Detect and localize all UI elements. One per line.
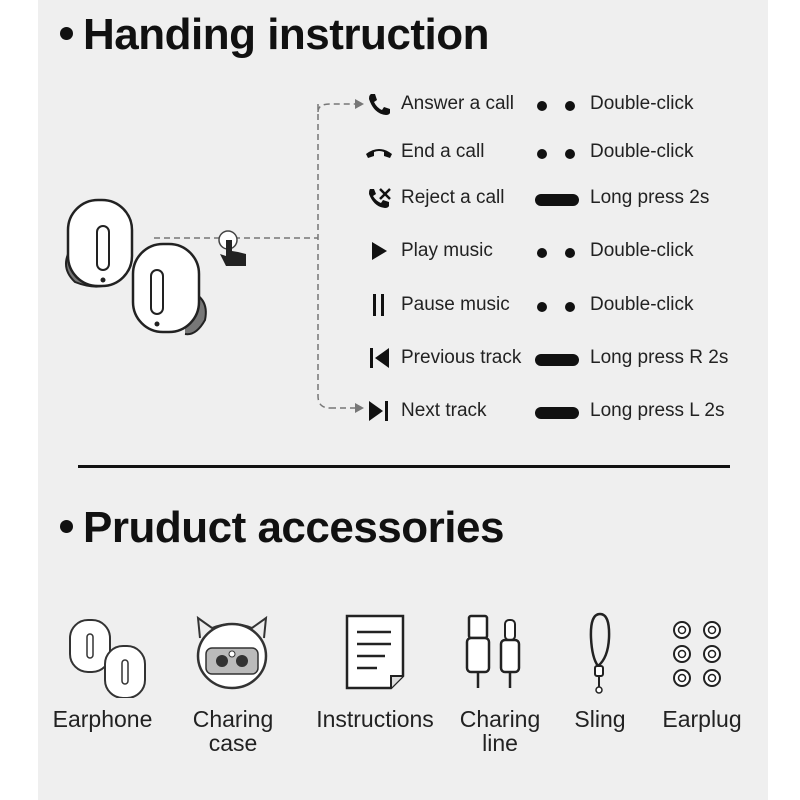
pause-icon (365, 293, 393, 317)
accessory-label: Sling (574, 706, 626, 732)
gesture-double-click (535, 149, 581, 159)
accessory-label: Instructions (316, 706, 434, 732)
control-row-pause: Pause music Double-click (365, 290, 745, 320)
phone-reject-icon (365, 186, 393, 210)
control-row-play: Play music Double-click (365, 236, 745, 266)
phone-end-icon (365, 140, 393, 164)
accessory-label: Charing line (459, 706, 541, 756)
gesture-double-click (535, 248, 581, 258)
charging-case-icon (192, 608, 272, 698)
accessory-charging-case (192, 608, 322, 698)
control-row-answer: Answer a call Double-click (365, 89, 745, 119)
accessory-label: Earphone (52, 706, 153, 732)
earphone-icon (60, 608, 190, 698)
section-title-accessories: Pruduct accessories (60, 503, 504, 553)
control-row-previous: Previous track Long press R 2s (365, 343, 745, 373)
accessory-instructions (345, 608, 475, 698)
control-row-reject: Reject a call Long press 2s (365, 183, 745, 213)
accessory-label: Charing case (192, 706, 274, 756)
earbud-right-icon (133, 244, 206, 334)
gesture-long-press (535, 355, 581, 365)
gesture-long-press (535, 408, 581, 418)
bullet-icon (60, 520, 73, 533)
section-title-handling: Handing instruction (60, 10, 489, 60)
previous-track-icon (365, 346, 393, 370)
charging-cable-icon (465, 608, 525, 698)
accessory-earphone (60, 608, 190, 698)
control-row-end: End a call Double-click (365, 137, 745, 167)
gesture-double-click (535, 302, 581, 312)
accessory-label: Earplug (662, 706, 742, 732)
control-row-next: Next track Long press L 2s (365, 396, 745, 426)
gesture-double-click (535, 101, 581, 111)
gesture-long-press (535, 195, 581, 205)
accessory-earplug (668, 608, 798, 698)
section-divider (78, 465, 730, 468)
accessory-charging-cable (465, 608, 595, 698)
play-icon (365, 239, 393, 263)
sling-icon (580, 608, 620, 698)
earbud-left-icon (66, 200, 132, 287)
next-track-icon (365, 399, 393, 423)
instructions-icon (345, 608, 405, 698)
earplug-icon (668, 608, 728, 698)
phone-answer-icon (365, 92, 393, 116)
tap-hand-icon (219, 231, 246, 266)
